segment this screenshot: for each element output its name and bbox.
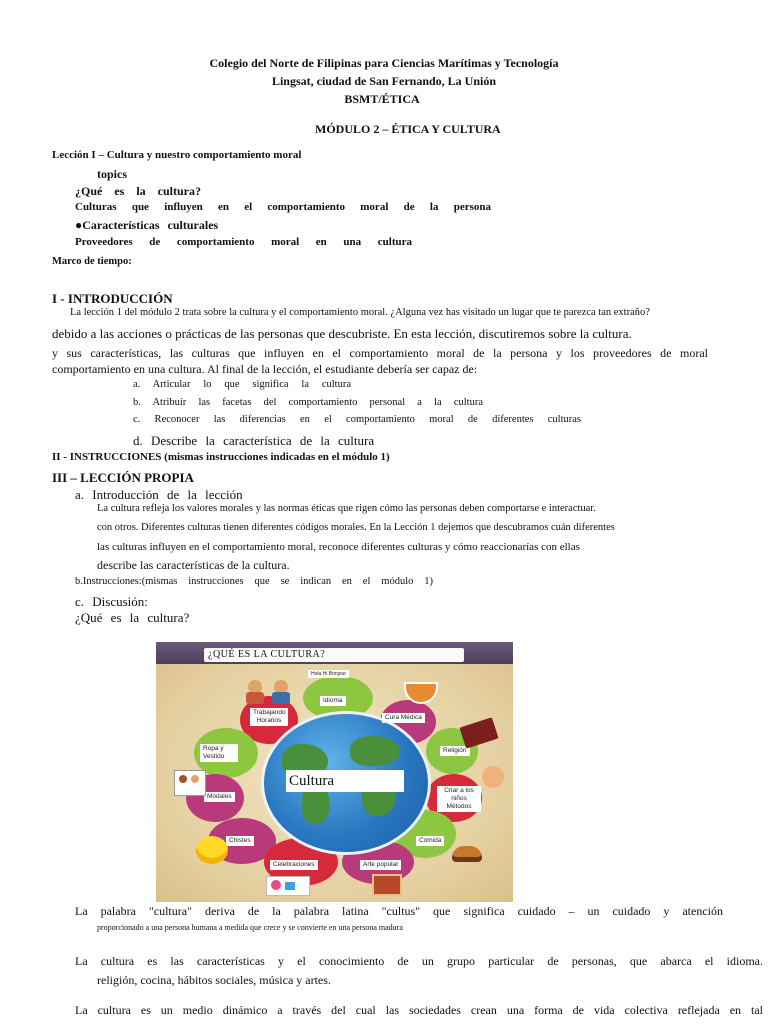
objective-item: b. Atribuir las facetas del comportamiento personal a la cultura: [133, 397, 483, 408]
section-a-label: a. Introducción de la lección: [75, 487, 243, 502]
book-icon: [459, 717, 498, 748]
intro-line: La lección 1 del módulo 2 trata sobre la cultura y el comportamiento moral. ¿Alguna vez has visitado un lugar que te parezca tan extraño?: [70, 307, 650, 318]
infographic-center-label: Cultura: [286, 770, 404, 792]
section-b-label: b.Instrucciones:(mismas instrucciones que se indican en el módulo 1): [75, 576, 433, 587]
institution-name: Colegio del Norte de Filipinas para Ciencias Marítimas y Tecnología: [209, 56, 559, 70]
definition-cont: religión, cocina, hábitos sociales, música y artes.: [97, 973, 331, 987]
tag-cura: Cura Médica: [382, 713, 425, 723]
tag-celebraciones: Celebraciones: [270, 860, 318, 870]
tag-modales: Modales: [204, 792, 235, 802]
topic-item: ●Características culturales: [75, 218, 219, 232]
infographic-title: ¿QUÉ ES LA CULTURA?: [204, 648, 464, 662]
topic-item: Proveedores de comportamiento moral en una cultura: [75, 236, 412, 248]
folk-art-icon: [372, 874, 402, 896]
tag-religion: Religión: [440, 746, 470, 756]
laughing-face-icon: [196, 836, 228, 864]
topic-item: ¿Qué es la cultura?: [75, 184, 201, 198]
tag-hola: Hola Hi Bonjour: [308, 670, 349, 678]
definition-cont: proporcionado a una persona humana a medida que crece y se convierte en una persona madura: [97, 923, 403, 932]
institution-address: Lingsat, ciudad de San Fernando, La Unión: [271, 74, 497, 88]
timeframe-label: Marco de tiempo:: [52, 256, 132, 267]
manners-illustration-icon: [174, 770, 206, 796]
tag-trabajando: Trabajando Horarios: [250, 708, 288, 726]
section-a-line: describe las características de la cultura.: [97, 558, 290, 572]
section-a-line: con otros. Diferentes culturas tienen diferentes códigos morales. En la Lección 1 dejemos que descubramos cuán diferentes: [97, 522, 615, 533]
intro-line: comportamiento en una cultura. Al final de la lección, el estudiante debería ser capaz de:: [52, 362, 478, 376]
workers-illustration-icon: [244, 678, 296, 704]
definition-main: La cultura es las características y el conocimiento de un grupo particular de personas, que abarca el idioma.: [75, 954, 763, 968]
tag-ropa: Ropa y Vestido: [200, 744, 238, 762]
section-a-line: La cultura refleja los valores morales y las normas éticas que rigen cómo las personas deben comportarse e interactuar.: [97, 503, 596, 514]
tag-chistes: Chistes: [226, 836, 254, 846]
module-title: MÓDULO 2 – ÉTICA Y CULTURA: [315, 122, 501, 136]
program-name: BSMT/ÉTICA: [344, 92, 420, 106]
section-c-label: c. Discusión:: [75, 594, 148, 609]
objective-item: c. Reconocer las diferencias en el comportamiento moral de diferentes culturas: [133, 414, 581, 425]
objective-item: a. Articular lo que significa la cultura: [133, 379, 351, 390]
tag-idioma: Idioma: [320, 696, 346, 706]
lesson-proper-heading: III – LECCIÓN PROPIA: [52, 470, 194, 485]
tag-arte: Arte popular: [360, 860, 401, 870]
celebration-card-icon: [266, 876, 310, 896]
culture-infographic: [156, 642, 513, 902]
lesson-title: Lección I – Cultura y nuestro comportamiento moral: [52, 149, 302, 161]
definition-main: La cultura es un medio dinámico a través del cual las sociedades crean una forma de vida colectiva reflejada en tal: [75, 1003, 763, 1017]
definition-main: La palabra "cultura" deriva de la palabra latina "cultus" que significa cuidado – un cuidado y atención: [75, 904, 723, 918]
topic-item: Culturas que influyen en el comportamiento moral de la persona: [75, 201, 491, 213]
tag-crianza: Criar a los niños Métodos: [437, 786, 481, 812]
intro-heading: I - INTRODUCCIÓN: [52, 291, 173, 306]
child-icon: [482, 766, 504, 788]
instructions-heading: II - INSTRUCCIONES (mismas instrucciones indicadas en el módulo 1): [52, 451, 390, 463]
section-a-line: las culturas influyen en el comportamiento moral, reconoce diferentes culturas y cómo reaccionarías con ellas: [97, 541, 580, 553]
topics-label: topics: [97, 167, 127, 181]
tag-comida: Comida: [416, 836, 444, 846]
burger-icon: [452, 846, 482, 862]
intro-line: debido a las acciones o prácticas de las personas que descubriste. En esta lección, discutiremos sobre la cultura.: [52, 326, 632, 341]
objective-item: d. Describe la característica de la cultura: [133, 433, 375, 448]
section-c-question: ¿Qué es la cultura?: [75, 610, 190, 625]
intro-line: y sus características, las culturas que influyen en el comportamiento moral de la persona y los proveedores de moral: [52, 346, 708, 360]
